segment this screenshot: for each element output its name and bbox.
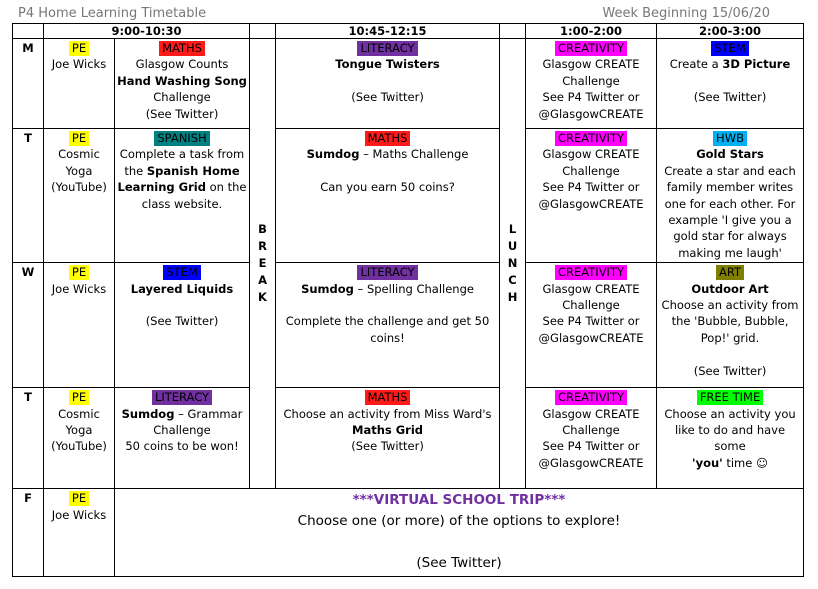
cell-text: the 'Bubble, Bubble, xyxy=(671,314,789,329)
cell-text: Challenge xyxy=(562,73,620,88)
cell-text: on the xyxy=(205,180,247,195)
cell-text: Create a xyxy=(669,57,723,72)
lesson-cell xyxy=(115,129,250,263)
cell-text: See P4 Twitter or xyxy=(542,180,640,195)
cell-text: @GlasgowCREATE xyxy=(538,455,644,470)
cell-text: Cosmic xyxy=(58,406,100,421)
lesson-cell xyxy=(276,129,500,263)
lesson-cell xyxy=(115,39,250,129)
cell-text: (See Twitter) xyxy=(145,314,219,329)
subject-tag: PE xyxy=(69,491,89,506)
cell-text-bold: Gold Stars xyxy=(696,147,764,162)
break-letter: A xyxy=(258,273,267,288)
cell-text: @GlasgowCREATE xyxy=(538,106,644,121)
cell-text: See P4 Twitter or xyxy=(542,439,640,454)
subject-tag: CREATIVITY xyxy=(555,265,627,280)
lunch-letter: C xyxy=(508,273,517,288)
cell-text-bold: Spanish Home xyxy=(146,163,240,178)
cell-text: Joe Wicks xyxy=(51,507,107,522)
cell-text-bold: 'you' xyxy=(692,455,723,470)
lesson-cell xyxy=(526,263,657,388)
page-title: P4 Home Learning Timetable xyxy=(18,6,207,21)
cell-text: the xyxy=(124,163,147,178)
lesson-cell xyxy=(657,129,804,263)
cell-text: like to do and have some xyxy=(674,423,786,454)
pe-cell xyxy=(44,39,115,129)
cell-text-bold: Learning Grid xyxy=(117,180,206,195)
cell-text: (YouTube) xyxy=(51,180,107,195)
lesson-cell xyxy=(657,388,804,489)
cell-text: Joe Wicks xyxy=(51,57,107,72)
cell-text: Can you earn 50 coins? xyxy=(320,180,455,195)
break-letter: R xyxy=(258,239,267,254)
subject-tag: PE xyxy=(69,390,89,405)
pe-cell xyxy=(44,489,115,577)
lunch-header xyxy=(500,24,526,39)
day-label: T xyxy=(13,129,44,263)
cell-text: Choose an activity from Miss Ward's xyxy=(283,406,492,421)
lunch-letter: H xyxy=(507,290,518,305)
subject-tag: MATHS xyxy=(365,131,411,146)
cell-text: (YouTube) xyxy=(51,439,107,454)
table-row xyxy=(13,489,804,577)
subject-tag: LITERACY xyxy=(357,41,417,56)
cell-text: one for each other. For xyxy=(664,196,796,211)
break-column xyxy=(250,39,276,489)
subject-tag: MATHS xyxy=(159,41,205,56)
col-header: 9:00-10:30 xyxy=(44,24,250,39)
lesson-cell xyxy=(526,388,657,489)
lesson-cell xyxy=(526,39,657,129)
day-label: M xyxy=(13,39,44,129)
subject-tag: MATHS xyxy=(365,390,411,405)
table-row xyxy=(13,388,804,489)
subject-tag: PE xyxy=(69,131,89,146)
lesson-cell xyxy=(657,39,804,129)
break-letter: E xyxy=(258,256,267,271)
cell-text-bold: Sumdog xyxy=(301,281,354,296)
cell-text: example 'I give you a xyxy=(668,213,792,228)
cell-text: Choose an activity you xyxy=(664,406,796,421)
cell-text: Challenge xyxy=(562,423,620,438)
cell-text: (See Twitter) xyxy=(145,106,219,121)
day-label: F xyxy=(13,489,44,577)
cell-text: 50 coins to be won! xyxy=(125,439,239,454)
day-label: T xyxy=(13,388,44,489)
cell-text: Challenge xyxy=(153,90,211,105)
trip-text: Choose one (or more) of the options to explore! xyxy=(297,513,621,530)
lunch-letter: U xyxy=(507,239,518,254)
cell-text-bold: Outdoor Art xyxy=(691,281,769,296)
cell-text: @GlasgowCREATE xyxy=(538,330,644,345)
day-label: W xyxy=(13,263,44,388)
break-header xyxy=(250,24,276,39)
cell-text: See P4 Twitter or xyxy=(542,314,640,329)
cell-text: making me laugh' xyxy=(678,245,782,260)
lesson-cell xyxy=(276,263,500,388)
cell-text: coins! xyxy=(370,330,405,345)
subject-tag: SPANISH xyxy=(154,131,209,146)
cell-text: – Maths Challenge xyxy=(359,147,469,162)
table-row xyxy=(13,39,804,129)
subject-tag: STEM xyxy=(163,265,201,280)
col-header: 10:45-12:15 xyxy=(276,24,500,39)
cell-text: Create a star and each xyxy=(664,163,796,178)
cell-text: Challenge xyxy=(153,423,211,438)
subject-tag: FREE TIME xyxy=(697,390,763,405)
cell-text-bold: Tongue Twisters xyxy=(335,57,440,72)
cell-text: Glasgow CREATE xyxy=(542,281,640,296)
lunch-column xyxy=(500,39,526,489)
subject-tag: LITERACY xyxy=(152,390,212,405)
virtual-trip-cell xyxy=(115,489,804,577)
cell-text: (See Twitter) xyxy=(351,90,424,105)
subject-tag: CREATIVITY xyxy=(555,131,627,146)
cell-text: (See Twitter) xyxy=(351,439,424,454)
table-row xyxy=(13,129,804,263)
lesson-cell xyxy=(115,388,250,489)
subject-tag: PE xyxy=(69,265,89,280)
cell-text: – Grammar xyxy=(174,406,243,421)
table-row xyxy=(13,263,804,388)
cell-text: Cosmic xyxy=(58,147,100,162)
cell-text: Complete the challenge and get 50 xyxy=(285,314,490,329)
cell-text: Glasgow Counts xyxy=(135,57,229,72)
lesson-cell xyxy=(115,263,250,388)
trip-note: (See Twitter) xyxy=(416,555,502,572)
cell-text: gold star for always xyxy=(673,229,787,244)
subject-tag: LITERACY xyxy=(357,265,417,280)
corner-cell xyxy=(13,24,44,39)
break-letter: K xyxy=(258,290,267,305)
cell-text-bold: 3D Picture xyxy=(722,57,791,72)
cell-text: Challenge xyxy=(562,163,620,178)
week-beginning: Week Beginning 15/06/20 xyxy=(602,6,770,21)
lunch-letter: N xyxy=(507,256,518,271)
cell-text: Yoga xyxy=(65,423,93,438)
cell-text-bold: Maths Grid xyxy=(352,423,424,438)
cell-text: family member writes xyxy=(666,180,794,195)
lesson-cell xyxy=(276,388,500,489)
break-letter: B xyxy=(258,222,267,237)
cell-text: Pop!' grid. xyxy=(700,330,760,345)
cell-text: Choose an activity from xyxy=(661,298,799,313)
cell-text: See P4 Twitter or xyxy=(542,90,640,105)
cell-text: Complete a task from xyxy=(119,147,245,162)
cell-text-bold: Sumdog xyxy=(306,147,360,162)
cell-text: Glasgow CREATE xyxy=(542,406,640,421)
subject-tag: HWB xyxy=(713,131,747,146)
cell-text: @GlasgowCREATE xyxy=(538,196,644,211)
subject-tag: ART xyxy=(716,265,744,280)
lunch-letter: L xyxy=(508,222,517,237)
trip-title: ***VIRTUAL SCHOOL TRIP*** xyxy=(352,492,566,509)
cell-text-bold: Hand Washing Song xyxy=(117,73,247,88)
cell-text: (See Twitter) xyxy=(693,363,767,378)
header-row xyxy=(13,24,804,39)
cell-text: class website. xyxy=(141,196,223,211)
cell-text: (See Twitter) xyxy=(693,90,767,105)
cell-text-bold: Sumdog xyxy=(121,406,175,421)
lesson-cell xyxy=(526,129,657,263)
cell-text: Joe Wicks xyxy=(51,281,107,296)
pe-cell xyxy=(44,388,115,489)
subject-tag: CREATIVITY xyxy=(555,390,627,405)
pe-cell xyxy=(44,129,115,263)
pe-cell xyxy=(44,263,115,388)
timetable xyxy=(12,23,804,577)
cell-text: Glasgow CREATE xyxy=(542,57,640,72)
col-header: 1:00-2:00 xyxy=(526,24,657,39)
cell-text-bold: Layered Liquids xyxy=(130,281,234,296)
subject-tag: CREATIVITY xyxy=(555,41,627,56)
subject-tag: STEM xyxy=(711,41,749,56)
lesson-cell xyxy=(276,39,500,129)
cell-text: Yoga xyxy=(65,163,93,178)
cell-text: Glasgow CREATE xyxy=(542,147,640,162)
col-header: 2:00-3:00 xyxy=(657,24,804,39)
cell-text: time ☺ xyxy=(722,455,768,470)
cell-text: – Spelling Challenge xyxy=(353,281,474,296)
subject-tag: PE xyxy=(69,41,89,56)
lesson-cell xyxy=(657,263,804,388)
cell-text: Challenge xyxy=(562,298,620,313)
